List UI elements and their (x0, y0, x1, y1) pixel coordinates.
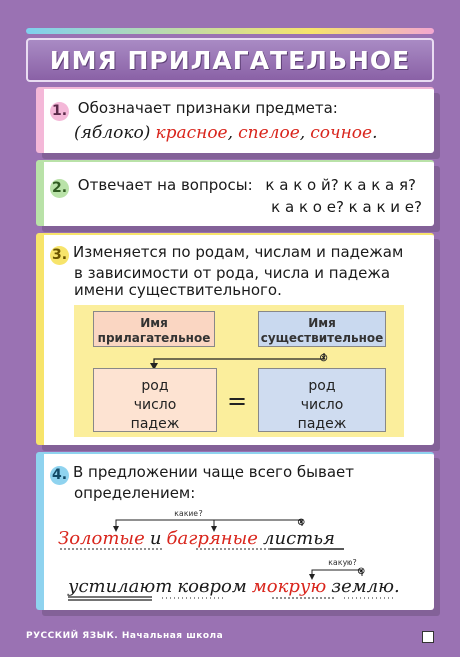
card-1: 1. Обозначает признаки предмета: (яблоко) красное, спелое, сочное. (36, 87, 434, 153)
example-word: красное (155, 123, 228, 143)
card-3-line: Изменяется по родам, числам и падежам (73, 243, 404, 261)
box-noun: Имя существительное (258, 311, 386, 347)
box-features-right: род число падеж (258, 368, 386, 432)
equals-sign: = (227, 387, 248, 415)
example-noun: (яблоко) (74, 123, 151, 143)
card-4-line: В предложении чаще всего бывает (73, 463, 354, 481)
page-title: ИМЯ ПРИЛАГАТЕЛЬНОЕ (49, 45, 411, 75)
word: листья (263, 528, 335, 549)
word: ковром (177, 576, 247, 597)
box-features-left: род число падеж (93, 368, 217, 432)
example-word: сочное (310, 123, 373, 143)
card-2-text: Отвечает на вопросы: (77, 176, 253, 194)
cross-circle-icon: ⊗ (297, 517, 306, 528)
box-adjective: Имя прилагательное (93, 311, 215, 347)
number-badge: 2. (51, 180, 68, 196)
word: землю (331, 576, 394, 597)
card-4 (36, 452, 434, 610)
number-badge: 4. (51, 467, 68, 483)
number-badge: 1. (51, 103, 68, 119)
word: устилают (68, 576, 173, 597)
word: багряные (166, 528, 258, 549)
card-3-line: в зависимости от рода, числа и падежа (74, 264, 391, 282)
word: мокрую (251, 576, 327, 597)
sentence-2: устилают ковром мокрую землю. (68, 576, 400, 597)
cross-circle-icon: ⊗ (319, 351, 329, 364)
question-label: какую? (328, 558, 357, 567)
footer-caption: РУССКИЙ ЯЗЫК. Начальная школа (26, 631, 224, 641)
top-stripe (26, 28, 434, 34)
card-1-text: Обозначает признаки предмета: (77, 99, 338, 117)
cross-circle-icon: ⊗ (357, 566, 366, 577)
publisher-logo-icon (422, 631, 434, 643)
sentence-1 (58, 528, 335, 549)
card-2 (36, 160, 434, 226)
card-3-line: имени существительного. (74, 281, 282, 299)
questions-line-1: к а к о й? к а к а я? (265, 176, 417, 194)
card-4-line: определением: (74, 484, 196, 502)
word: и (149, 528, 162, 549)
number-badge: 3. (51, 247, 68, 263)
card-3 (36, 233, 434, 445)
question-label: какие? (174, 509, 203, 518)
example-word: спелое (238, 123, 300, 143)
word: Золотые (58, 528, 145, 549)
questions-line-2: к а к о е? к а к и е? (271, 198, 422, 216)
title-bar (26, 38, 434, 82)
